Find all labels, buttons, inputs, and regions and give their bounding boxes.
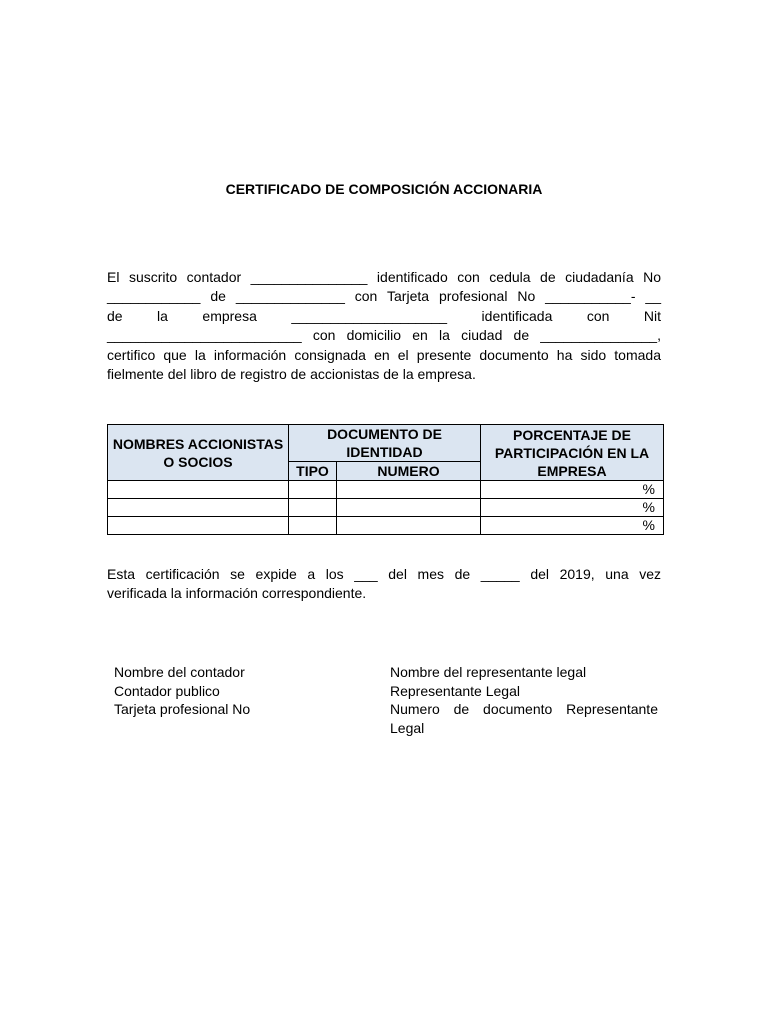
cell-name[interactable] [108,499,289,517]
intro-line: ____________ de ______________ con Tarjeta profesional No ___________- __ [107,288,661,305]
closing-line: Esta certificación se expide a los ___ del mes de _____ del 2019, una vez [107,566,661,582]
cell-type[interactable] [289,517,337,535]
accountant-license-label: Tarjeta profesional No [114,701,251,718]
cell-percentage[interactable]: % [481,499,664,517]
cell-number[interactable] [337,517,481,535]
intro-line: certifico que la información consignada en el presente documento ha sido tomada [107,346,661,363]
table-row [108,517,664,535]
representative-document-label: Numero de documento Representante [390,701,658,718]
representative-document-label-cont: Legal [390,720,425,737]
table-row [108,481,664,499]
header-number: NUMERO [337,462,481,481]
header-type: TIPO [289,462,337,481]
representative-role-label: Representante Legal [390,682,520,699]
closing-line: verificada la información correspondiente. [107,585,367,602]
cell-percentage[interactable]: % [481,517,664,535]
cell-name[interactable] [108,517,289,535]
intro-paragraph [107,268,661,384]
accountant-signature-block [114,663,354,719]
cell-percentage[interactable]: % [481,481,664,499]
intro-line: _________________________ con domicilio en la ciudad de _______________, [107,327,661,344]
closing-paragraph [107,565,661,604]
cell-number[interactable] [337,499,481,517]
document-title: CERTIFICADO DE COMPOSICIÓN ACCIONARIA [225,181,543,197]
cell-type[interactable] [289,499,337,517]
cell-number[interactable] [337,481,481,499]
header-names: NOMBRES ACCIONISTAS O SOCIOS [108,425,289,481]
intro-line: fielmente del libro de registro de accionistas de la empresa. [107,366,476,383]
intro-line: de la empresa ____________________ identificada con Nit [107,307,661,324]
cell-name[interactable] [108,481,289,499]
accountant-name-label: Nombre del contador [114,664,245,680]
representative-name-label: Nombre del representante legal [390,664,587,680]
table-row [108,499,664,517]
accountant-role-label: Contador publico [114,682,220,699]
cell-type[interactable] [289,481,337,499]
header-percentage: PORCENTAJE DE PARTICIPACIÓN EN LA EMPRESA [481,425,664,481]
intro-line: El suscrito contador _______________ identificado con cedula de ciudadanía No [107,269,661,285]
legal-representative-signature-block [390,663,658,738]
shareholders-table [107,424,664,535]
header-document: DOCUMENTO DE IDENTIDAD [289,425,481,462]
